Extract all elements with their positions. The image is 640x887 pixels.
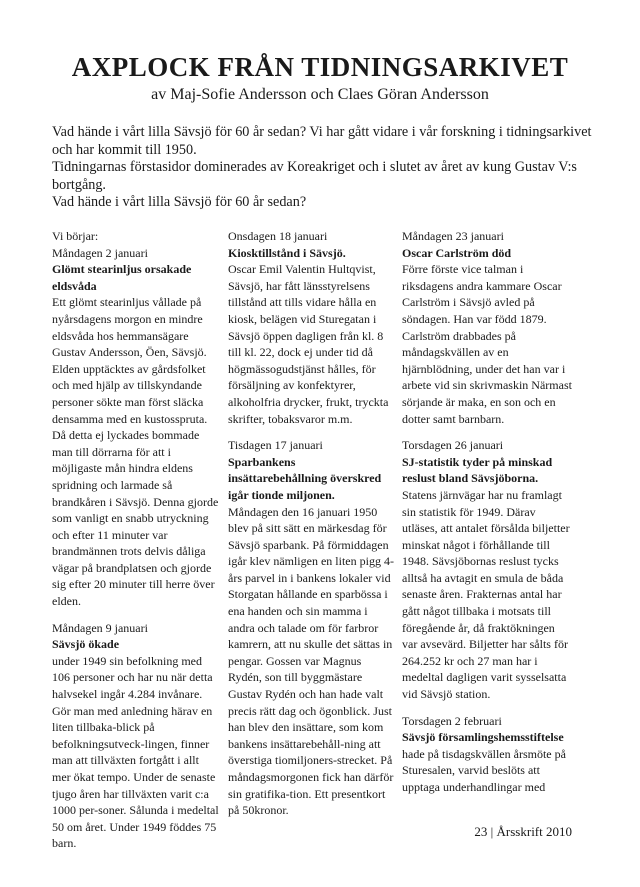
article-headline: Oscar Carlström död bbox=[402, 245, 512, 260]
article-body: Måndagen den 16 januari 1950 blev på sitt sätt en märkesdag för Sävsjö sparbank. På förmiddagen igår klev nämligen en liten pigg 4-års parvel in i bankens lokaler vid Storgatan hållande en sparbössa i ena handen och sin mamma i andra och talade om för farbror kamrern, att nu skulle det sättas in pengar. Gossen var Magnus Rydén, son till byggmästare Gustav Rydén och han hade valt precis rätt dag och ögonblick. Just han blev den insättare, som kom bankens insättarebehåll-ning att överstiga tiomiljoners-strecket. På måndagsmorgonen fick han därför sin gratifika-tion. Ett presentkort på 50kronor. bbox=[228, 504, 394, 818]
article-oscar-carlstrom bbox=[402, 228, 572, 427]
article-lead: Vi börjar: bbox=[52, 229, 99, 243]
article-headline: SJ-statistik tyder på minskad reslust bland Sävsjöborna. bbox=[402, 454, 553, 486]
page-footer: 23 | Årsskrift 2010 bbox=[474, 824, 572, 839]
article-body: Oscar Emil Valentin Hultqvist, Sävsjö, har fått länsstyrelsens tillstånd att tills vidare hålla en kiosk, belägen vid Sturegatan i Sävsjö öppen dagligen från kl. 8 till kl. 22, dock ej under tid då högmässogudstjänst hålles, för försäljning av konfektyrer, alkoholfria drycker, frukt, tryckta skrifter, tobaksvaror m.m. bbox=[228, 262, 389, 426]
article-headline: Sparbankens insättarebehållning överskred igår tionde miljonen. bbox=[228, 454, 382, 502]
article-date: Torsdagen 26 januari bbox=[402, 438, 504, 453]
article-glomt-stearinljus bbox=[52, 228, 220, 610]
article-date: Måndagen 9 januari bbox=[52, 620, 148, 635]
article-date: Onsdagen 18 januari bbox=[228, 229, 328, 243]
article-headline: Kiosktillstånd i Sävsjö. bbox=[228, 245, 346, 260]
article-savsjo-okade bbox=[52, 620, 220, 852]
article-date: Tisdagen 17 januari bbox=[228, 438, 323, 453]
article-headline: Sävsjö församlingshemsstiftelse bbox=[402, 730, 564, 745]
column-2 bbox=[228, 228, 394, 829]
column-1 bbox=[52, 228, 220, 862]
intro bbox=[52, 124, 592, 212]
article-body: Ett glömt stearinljus vållade på nyårsdagens morgon en mindre eldsvåda hos hemmansägare Gustav Andersson, Öen, Sävsjö. Elden upptäcktes av gårdsfolket och med hjälp av tillskyndande personer sökte man först släcka densamma med en kustosspruta. Då detta ej lyckades bommade man till dörrarna för att i möjligaste mån hindra eldens spridning och larmade så brandkåren i Sävsjö. Denna gjorde som vanligt en snabb utryckning och efter 11 minuter var brandmännen trots delvis dåliga vägar på brandplatsen och gjorde sig efter 20 minuter till herre över elden. bbox=[52, 295, 219, 609]
article-headline: Sävsjö ökade bbox=[52, 637, 120, 652]
article-sj-statistik bbox=[402, 437, 572, 703]
article-forsamlingshem bbox=[402, 713, 572, 796]
article-body: Förre förste vice talman i riksdagens andra kammare Oscar Carlström i Sävsjö avled på söndagen. Han var född 1879. Carlström drabbades på måndagskvällen av en hjärnblödning, under det han var i arbete vid sin skrivmaskin Närmast sörjande är maka, en son och en dotter samt barnbarn. bbox=[402, 262, 572, 426]
article-body: hade på tisdagskvällen årsmöte på Sturesalen, varvid beslöts att upptaga underhandlingar med bbox=[402, 746, 566, 794]
article-date: Torsdagen 2 februari bbox=[402, 713, 502, 728]
article-body: Statens järnvägar har nu framlagt sin statistik för 1949. Därav utläses, att antalet försålda biljetter minskat något i förhållande till 1948. Sävsjöbornas reslust tycks alltså ha avtagit en smula de båda senaste åren. Frakternas antal har gått något tillbaka i motsats till föregående år, då fraktökningen var avsevärd. Biljetter har sålts för 264.252 kr och 27 man har i medeltal dagligen varit sysselsatta vid Sävsjö station. bbox=[402, 487, 570, 702]
article-date: Måndagen 23 januari bbox=[402, 229, 504, 243]
article-headline: Glömt stearinljus orsakade eldsvåda bbox=[52, 262, 192, 293]
intro-paragraph: Vad hände i vårt lilla Sävsjö för 60 år sedan? bbox=[52, 194, 307, 210]
page-title: AXPLOCK FRÅN TIDNINGSARKIVET bbox=[71, 52, 569, 82]
byline: av Maj-Sofie Andersson och Claes Göran Andersson bbox=[151, 86, 489, 103]
article-body: under 1949 sin befolkning med 106 personer och har nu när detta halvsekel ingår 4.284 invånare. Gör man med anledning härav en liten tillbaka-blick på befolkningsutveck-lingen, finner man att tillväxten fortgått i allt mer ökat tempo. Under de senaste tjugo åren har tillväxten varit c:a 1000 per-soner. Sålunda i medeltal 50 om året. Under 1949 föddes 75 barn. bbox=[52, 653, 219, 851]
article-sparbanken bbox=[228, 437, 394, 819]
intro-paragraph: Vad hände i vårt lilla Sävsjö för 60 år sedan? Vi har gått vidare i vår forskning i tidningsarkivet och har kommit till 1950. bbox=[52, 124, 592, 158]
article-kiosktillstand bbox=[228, 228, 394, 427]
column-3 bbox=[402, 228, 572, 806]
article-date: Måndagen 2 januari bbox=[52, 245, 148, 260]
intro-paragraph: Tidningarnas förstasidor dominerades av Koreakriget och i slutet av året av kung Gustav V:s bortgång. bbox=[52, 159, 577, 193]
